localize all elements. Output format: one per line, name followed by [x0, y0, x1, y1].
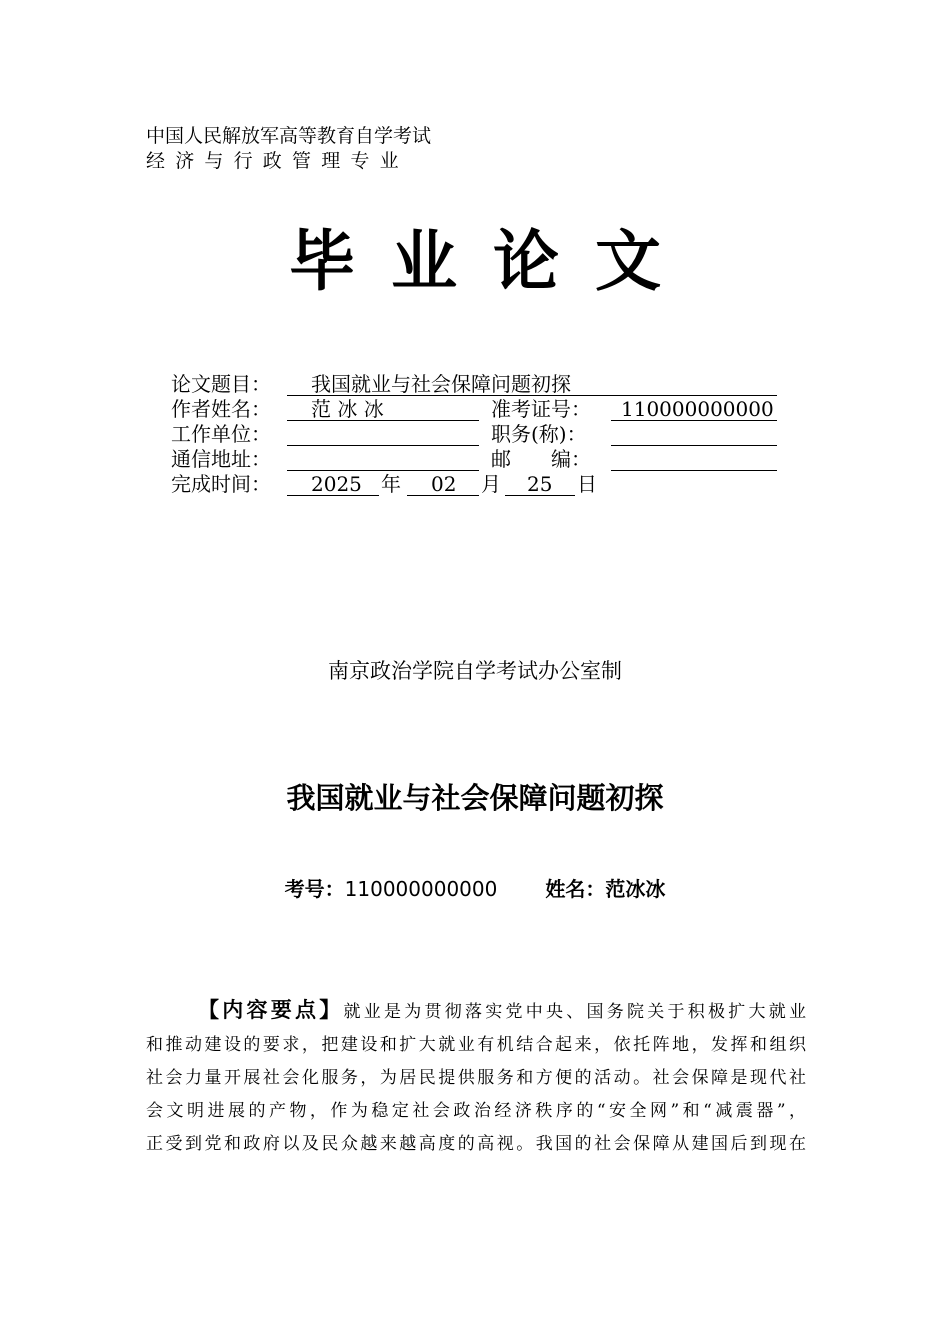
month-unit: 月	[481, 472, 501, 496]
exam-no-field	[611, 397, 777, 421]
day-unit: 日	[577, 472, 597, 496]
abstract-keyword: 【内容要点】	[198, 998, 344, 1022]
paper-title: 我国就业与社会保障问题初探	[286, 781, 664, 815]
position-label: 职务(称)：	[491, 422, 587, 446]
abstract	[146, 994, 806, 1161]
position-field	[611, 422, 777, 446]
address-field	[287, 447, 479, 471]
year-unit: 年	[381, 472, 401, 496]
paper-name-label: 姓名：	[545, 877, 606, 901]
year-field	[287, 472, 379, 496]
abstract-line-1	[146, 994, 806, 1029]
month-field	[407, 472, 479, 496]
address-label: 通信地址：	[171, 447, 271, 471]
exam-no-label: 准考证号：	[491, 397, 591, 421]
author-field	[287, 397, 479, 421]
postcode-field	[611, 447, 777, 471]
paper-id-line	[0, 872, 950, 906]
abstract-line-5: 正受到党和政府以及民众越来越高度的高视。我国的社会保障从建国后到现在	[146, 1134, 806, 1154]
office-line: 南京政治学院自学考试办公室制	[328, 659, 622, 683]
paper-exam-no-label: 考号：	[284, 877, 345, 901]
header-line-2: 经济与行政管理专业	[146, 150, 409, 172]
day-field	[505, 472, 575, 496]
paper-name-value: 范冰冰	[605, 877, 666, 901]
abstract-line-4: 会文明进展的产物，作为稳定社会政治经济秩序的“安全网”和“减震器”，	[146, 1101, 806, 1121]
author-label: 作者姓名：	[171, 397, 271, 421]
postcode-label: 邮 编：	[491, 447, 591, 471]
header-line-1: 中国人民解放军高等教育自学考试	[146, 125, 432, 147]
topic-label: 论文题目：	[171, 372, 271, 396]
topic-field	[287, 372, 777, 396]
abstract-text: 就业是为贯彻落实党中央、国务院关于积极扩大就业	[343, 1002, 806, 1022]
work-unit-label: 工作单位：	[171, 422, 271, 446]
month-value: 02	[431, 472, 457, 496]
abstract-line-3: 社会力量开展社会化服务，为居民提供服务和方便的活动。社会保障是现代社	[146, 1068, 806, 1088]
day-value: 25	[527, 472, 553, 496]
main-title: 毕业论文	[289, 223, 697, 300]
author-value: 范 冰 冰	[311, 397, 384, 421]
paper-exam-no-value: 110000000000	[344, 877, 498, 901]
abstract-line-2: 和推动建设的要求，把建设和扩大就业有机结合起来，依托阵地，发挥和组织	[146, 1035, 806, 1055]
exam-no-value: 110000000000	[621, 397, 774, 421]
topic-value: 我国就业与社会保障问题初探	[311, 372, 571, 396]
work-unit-field	[287, 422, 479, 446]
date-label: 完成时间：	[171, 472, 271, 496]
year-value: 2025	[311, 472, 362, 496]
